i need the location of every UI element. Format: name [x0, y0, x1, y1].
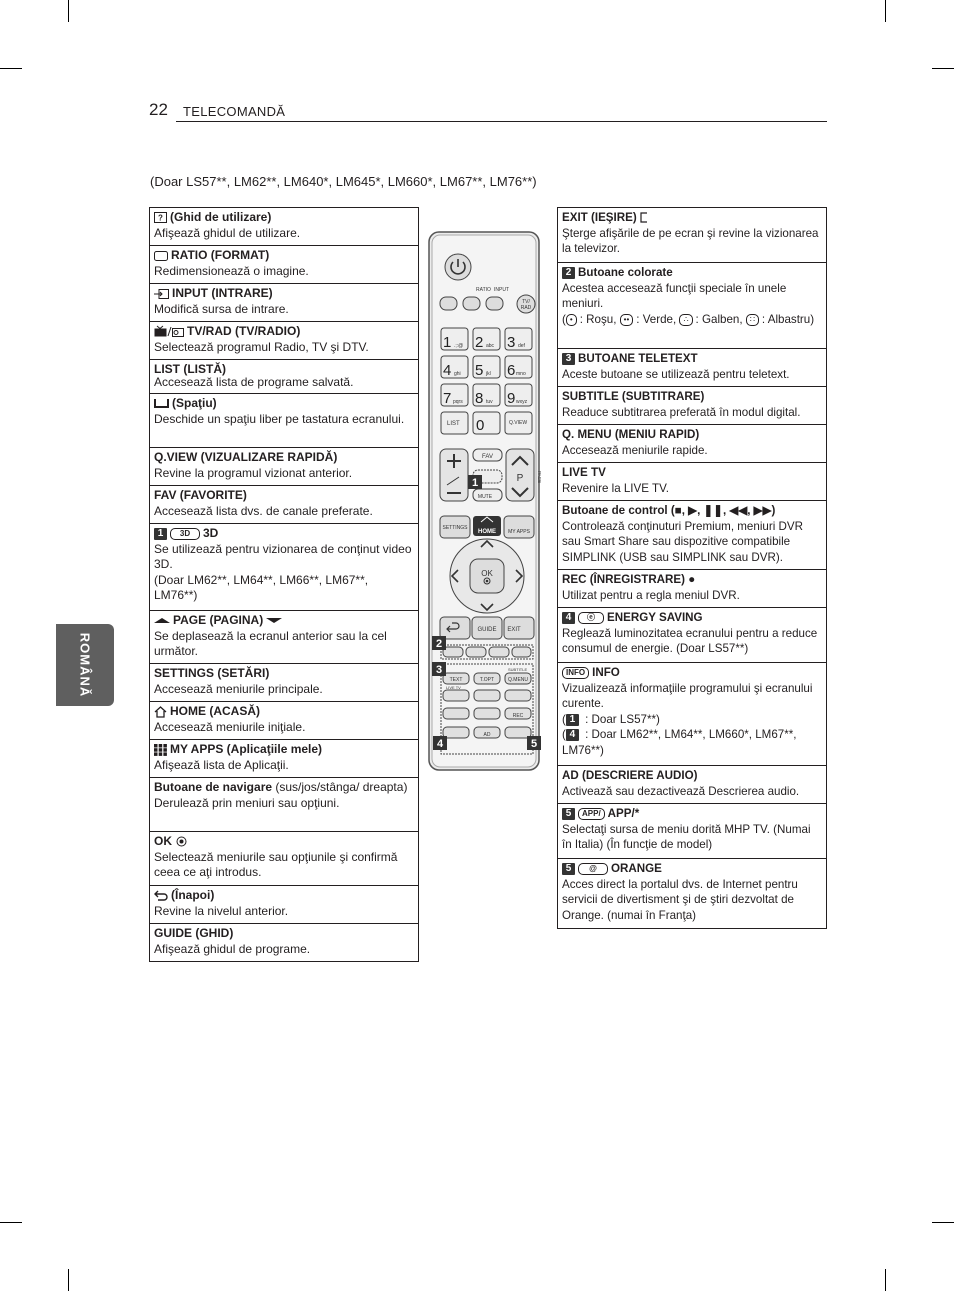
row-space: (Spaţiu) Deschide un spaţiu liber pe tastatura ecranului. — [150, 394, 418, 448]
user-guide-icon — [154, 212, 167, 223]
crop-mark — [68, 1269, 69, 1291]
callout-badge: 1 — [566, 714, 579, 726]
row-control-buttons: Butoane de control (■, ▶, ❚❚, ◀◀, ▶▶) Controlează conţinuturi Premium, meniuri DVR sau Smart Share sau dispozitive compatibile SIMPLINK (USB sau SIMPLINK sau DVR). — [558, 501, 826, 570]
key-1: 1 — [443, 334, 452, 351]
row-guide: GUIDE (GHID) Afişează ghidul de programe. — [154, 926, 311, 956]
home-label: HOME — [478, 529, 496, 535]
qview-label: Q.VIEW — [509, 420, 528, 426]
row-input: INPUT (INTRARE) Modifică sursa de intrare. — [150, 284, 418, 322]
svg-text:def: def — [518, 343, 525, 349]
tvrad-label: TV/ — [522, 299, 530, 305]
row-back: (Înapoi) Revine la nivelul anterior. — [150, 886, 418, 924]
text-label: TEXT — [449, 677, 463, 683]
crop-mark — [885, 1269, 886, 1291]
green-button-icon: •• — [620, 314, 634, 326]
home-icon — [154, 706, 167, 718]
callout-badge: 4 — [562, 612, 575, 624]
page-label: PAGE — [537, 471, 542, 484]
key-7: 7 — [443, 390, 452, 407]
blue-button-icon: ∷ — [746, 314, 759, 326]
key-8: 8 — [475, 390, 484, 407]
row-info: INFO INFO Vizualizează informaţiile programului şi ecranului curente. ( 1 : Doar LS57**) ( 4 : Doar LM62**, LM64**, LM660*, LM67**, LM76**) — [558, 663, 826, 766]
exit-label: EXIT — [507, 627, 521, 633]
power-button — [445, 254, 471, 280]
page-up-icon — [154, 617, 170, 624]
mute-label: MUTE — [477, 494, 493, 500]
svg-text:tuv: tuv — [486, 399, 493, 405]
tv-radio-icon — [154, 326, 184, 337]
callout-badge: 2 — [562, 267, 575, 279]
section-title: TELECOMANDĂ — [183, 104, 286, 119]
livetv-label: LIVE TV — [446, 685, 461, 690]
callout-badge: 3 — [562, 353, 575, 365]
topt-label: T.OPT — [479, 677, 495, 683]
callout-badge: 4 — [566, 729, 579, 741]
svg-text:mno: mno — [516, 371, 526, 377]
key-3: 3 — [507, 334, 516, 351]
app-icon: APP/ — [578, 808, 605, 820]
ok-icon — [176, 836, 187, 847]
control-icons: ■, ▶, ❚❚, ◀◀, ▶▶ — [674, 504, 772, 517]
row-orange: 5 @ ORANGE Acces direct la portalul dvs. de Internet pentru servicii de divertisment şi de ştiri dezvoltat de Orange. (numai în Franţa) — [562, 862, 798, 922]
orange-icon: @ — [578, 863, 608, 875]
svg-text:jkl: jkl — [486, 371, 491, 377]
row-ratio: RATIO (FORMAT) Redimensionează o imagine. — [150, 246, 418, 284]
row-livetv: LIVE TV Revenire la LIVE TV. — [558, 463, 826, 501]
row-page: PAGE (PAGINA) Se deplasează la ecranul anterior sau la cel următor. — [150, 611, 418, 664]
ad-label: AD — [483, 732, 491, 738]
ratio-icon — [154, 251, 168, 261]
input-icon — [154, 289, 169, 299]
myapps-label: MY APPS — [508, 529, 530, 535]
yellow-button-icon: ∴ — [679, 314, 692, 326]
rec-label: REC — [512, 713, 524, 719]
row-settings: SETTINGS (SETĂRI) Accesează meniurile principale. — [150, 664, 418, 702]
callout-3: 3 — [435, 664, 443, 676]
crop-mark — [0, 1222, 22, 1223]
svg-text:abc: abc — [486, 343, 495, 349]
back-icon — [154, 890, 168, 901]
program-label: P — [516, 473, 524, 484]
energy-saving-icon: ⓔ — [578, 612, 604, 624]
info-icon: INFO — [562, 667, 589, 679]
volume-rocker — [440, 449, 468, 501]
language-tab — [56, 624, 114, 706]
key-4: 4 — [443, 362, 452, 379]
models-note: (Doar LS57**, LM62**, LM640*, LM645*, LM660*, LM67**, LM76**) — [150, 174, 537, 189]
row-exit: EXIT (IEŞIRE) Şterge afişările de pe ecran şi revine la vizionarea la televizor. — [558, 208, 826, 263]
crop-mark — [932, 1222, 954, 1223]
page-number: 22 — [149, 100, 168, 119]
3d-icon: 3D — [170, 528, 200, 540]
row-teletext: 3 BUTOANE TELETEXT Aceste butoane se utilizează pentru teletext. — [558, 349, 826, 387]
qmenu-label: Q.MENU — [508, 677, 528, 683]
tvrad-label-2: RAD — [520, 305, 532, 311]
svg-text:pqrs: pqrs — [453, 399, 463, 405]
exit-icon — [640, 212, 648, 223]
callout-2: 2 — [435, 638, 443, 650]
row-qview: Q.VIEW (VIZUALIZARE RAPIDĂ) Revine la programul vizionat anterior. — [150, 448, 418, 486]
fav-label: FAV — [482, 454, 493, 460]
callout-badge: 5 — [562, 808, 575, 820]
callout-badge: 1 — [154, 528, 167, 540]
row-energy-saving: 4 ⓔ ENERGY SAVING Reglează luminozitatea ecranului pentru a reduce consumul de energie. (Doar LS57**) — [558, 608, 826, 663]
svg-text:wxyz: wxyz — [516, 399, 528, 405]
remote-control-illustration — [428, 231, 540, 771]
input-label: INPUT — [494, 287, 509, 293]
crop-mark — [885, 0, 886, 22]
ratio-label: RATIO — [476, 287, 491, 293]
left-function-table — [149, 207, 419, 962]
callout-5: 5 — [530, 738, 538, 750]
svg-text:.;:@: .;:@ — [454, 343, 464, 349]
settings-label: SETTINGS — [442, 525, 468, 531]
header-rule — [176, 121, 827, 122]
row-ok: OK Selectează meniurile sau opţiunile şi confirmă ceea ce aţi introdus. — [150, 832, 418, 886]
guide-label: GUIDE — [477, 627, 497, 633]
my-apps-icon — [154, 744, 167, 756]
page-down-icon — [266, 617, 282, 624]
crop-mark — [68, 0, 69, 22]
callout-badge: 5 — [562, 863, 575, 875]
list-label: LIST — [447, 421, 460, 427]
key-5: 5 — [475, 362, 484, 379]
space-icon — [154, 399, 169, 408]
svg-text:?: ? — [158, 213, 163, 223]
red-button-icon: • — [566, 314, 577, 326]
record-icon: ● — [688, 573, 696, 586]
key-0: 0 — [476, 417, 485, 434]
row-color-buttons: 2 Butoane colorate Acestea accesează funcţii speciale în unele meniuri. ( • : Roşu, •• : Verde, ∴ : Galben, ∷ : Albastru) — [558, 263, 826, 349]
row-myapps: MY APPS (Aplicaţiile mele) Afişează lista de Aplicaţii. — [150, 740, 418, 778]
key-2: 2 — [475, 334, 484, 351]
row-fav: FAV (FAVORITE) Accesează lista dvs. de canale preferate. — [150, 486, 418, 524]
ok-label: OK — [481, 569, 493, 578]
row-qmenu: Q. MENU (MENIU RAPID) Accesează meniurile rapide. — [558, 425, 826, 463]
row-user-guide: ? (Ghid de utilizare) Afişează ghidul de utilizare. — [150, 208, 418, 246]
svg-text:ghi: ghi — [454, 371, 461, 377]
callout-4: 4 — [436, 738, 444, 750]
row-subtitle: SUBTITLE (SUBTITRARE) Readuce subtitrarea preferată în modul digital. — [558, 387, 826, 425]
subtitle-label: SUBTITLE — [508, 667, 528, 672]
key-6: 6 — [507, 362, 516, 379]
row-navigation: Butoane de navigare (sus/jos/stânga/ dreapta) Derulează prin meniuri sau opţiuni. — [150, 778, 418, 832]
row-home: HOME (ACASĂ) Accesează meniurile iniţiale. — [150, 702, 418, 740]
language-tab-label: ROMÂNĂ — [77, 632, 93, 698]
row-app: 5 APP/ APP/* Selectaţi sursa de meniu dorită MHP TV. (Numai în Italia) (În funcţie de model) — [558, 804, 826, 859]
row-rec: REC (ÎNREGISTRARE) ● Utilizat pentru a regla meniul DVR. — [558, 570, 826, 608]
crop-mark — [932, 68, 954, 69]
key-9: 9 — [507, 390, 516, 407]
crop-mark — [0, 68, 22, 69]
callout-1: 1 — [471, 477, 479, 489]
row-ad: AD (DESCRIERE AUDIO) Activează sau dezactivează Descrierea audio. — [558, 766, 826, 804]
right-function-table — [557, 207, 827, 929]
row-3d: 1 3D 3D Se utilizează pentru vizionarea de conţinut video 3D. (Doar LM62**, LM64**, LM66**, LM67**, LM76**) — [150, 524, 418, 611]
row-list: LIST (LISTĂ) Accesează lista de programe salvată. — [150, 360, 418, 394]
row-tvrad: TV/RAD (TV/RADIO) Selectează programul Radio, TV şi DTV. — [150, 322, 418, 360]
